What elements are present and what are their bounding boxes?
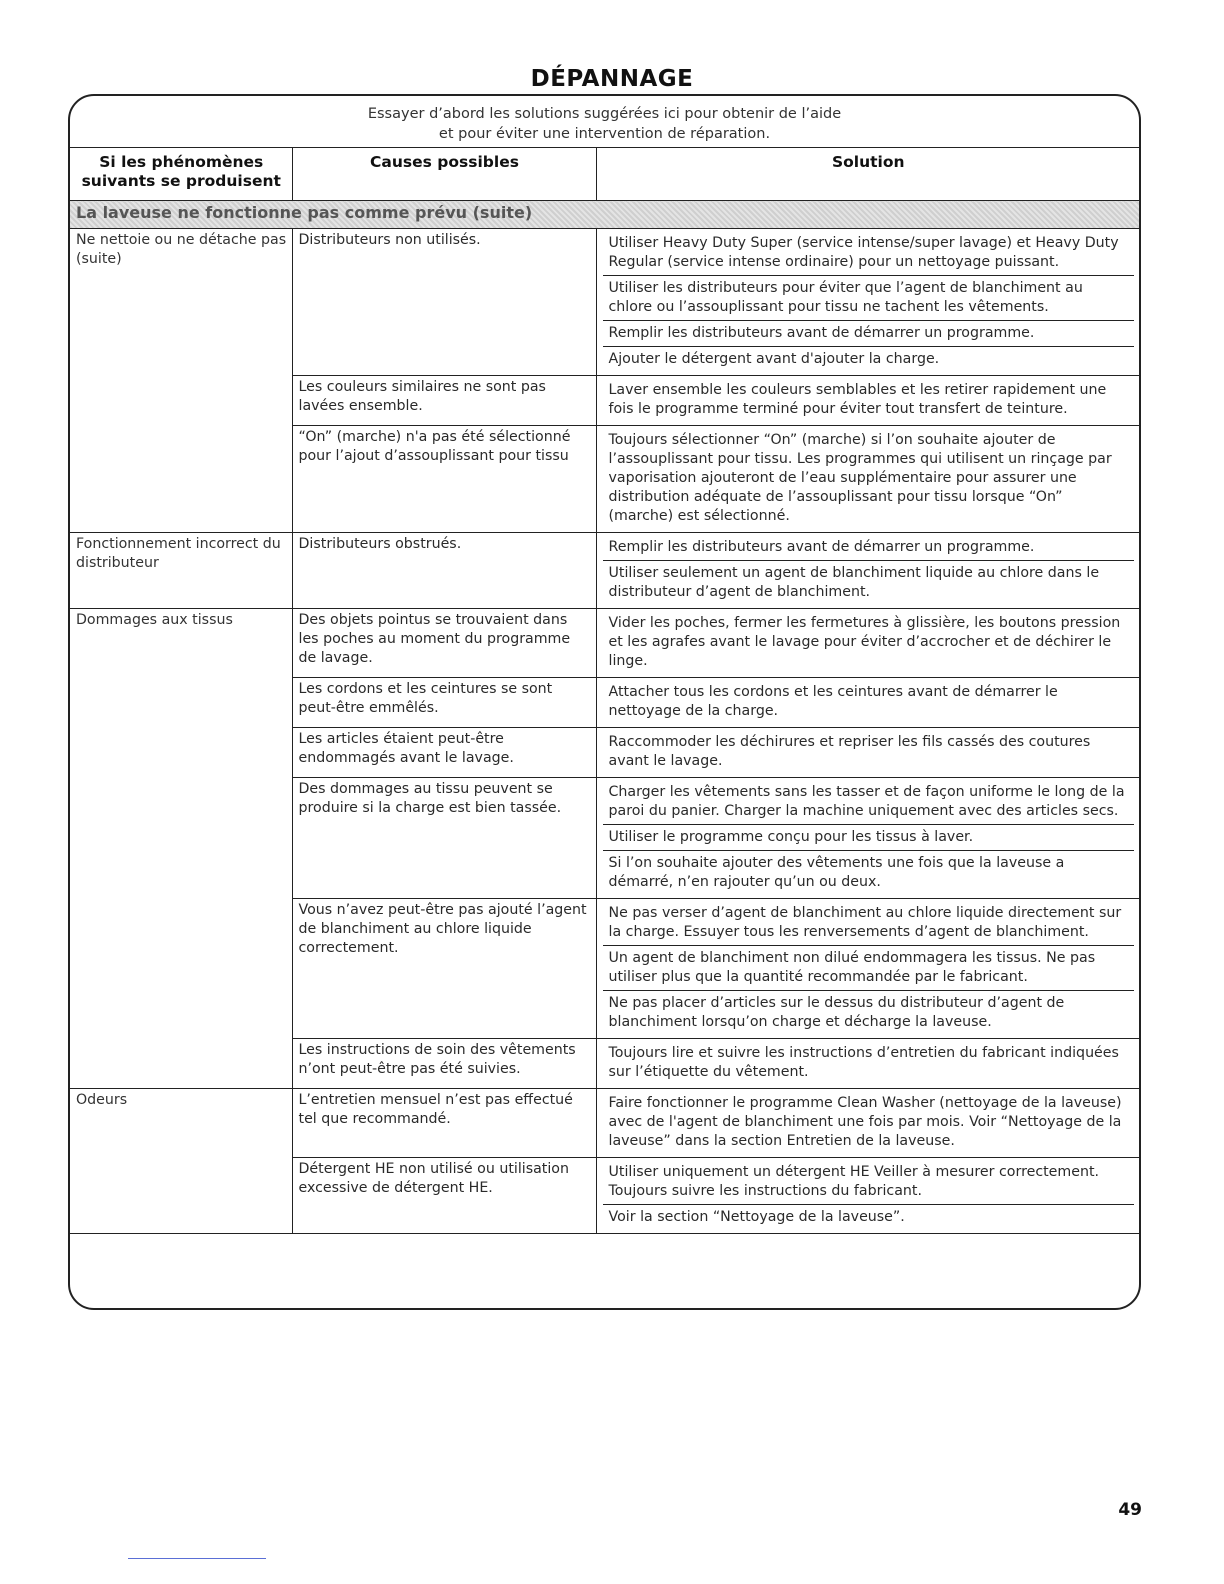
cause-cell: Les articles étaient peut-être endommagés avant le lavage. <box>292 728 596 778</box>
header-symptom: Si les phénomènes suivants se produisent <box>70 148 292 201</box>
solution-item: Ajouter le détergent avant d'ajouter la charge. <box>608 351 940 367</box>
solution-item: Toujours sélectionner “On” (marche) si l’on souhaite ajouter de l’assouplissant pour tissu. Les programmes qui utilisent un rinçage par vaporisation ajouteront de l’eau supplémentaire pour assurer une distribution adéquate de l’assouplissant pour tissu lorsque “On” (marche) est sélectionné. <box>608 432 1112 524</box>
solution-item: Charger les vêtements sans les tasser et de façon uniforme le long de la paroi du panier. Charger la machine uniquement avec des articles secs. <box>603 780 1135 825</box>
solution-item: Ne pas placer d’articles sur le dessus du distributeur d’agent de blanchiment lorsqu’on charge et décharge la laveuse. <box>608 995 1065 1030</box>
cause-cell: Vous n’avez peut-être pas ajouté l’agent de blanchiment au chlore liquide correctement. <box>292 899 596 1039</box>
solution-item: Utiliser les distributeurs pour éviter que l’agent de blanchiment au chlore ou l’assouplissant pour tissu ne tachent les vêtements. <box>603 276 1135 321</box>
solution-cell <box>596 778 1139 899</box>
cause-cell: Les instructions de soin des vêtements n’ont peut-être pas été suivies. <box>292 1039 596 1089</box>
cause-cell: Distributeurs obstrués. <box>292 533 596 609</box>
solution-item: Utiliser seulement un agent de blanchiment liquide au chlore dans le distributeur d’agent de blanchiment. <box>608 565 1100 600</box>
table-row <box>70 1089 1139 1158</box>
solution-item: Faire fonctionner le programme Clean Washer (nettoyage de la laveuse) avec de l'agent de blanchiment une fois par mois. Voir “Nettoyage de la laveuse” dans la section Entretien de la laveuse. <box>608 1095 1122 1149</box>
solution-item: Utiliser Heavy Duty Super (service intense/super lavage) et Heavy Duty Regular (service intense ordinaire) pour un nettoyage puissant. <box>603 231 1135 276</box>
cause-cell: L’entretien mensuel n’est pas effectué tel que recommandé. <box>292 1089 596 1158</box>
table-row <box>70 229 1139 376</box>
solution-cell <box>596 1089 1139 1158</box>
symptom-cell: Dommages aux tissus <box>70 609 292 1089</box>
table-header-row <box>70 148 1139 201</box>
troubleshooting-table <box>70 147 1139 1234</box>
solution-item: Raccommoder les déchirures et repriser les fils cassés des coutures avant le lavage. <box>608 734 1091 769</box>
symptom-cell: Ne nettoie ou ne détache pas (suite) <box>70 229 292 533</box>
page-title: DÉPANNAGE <box>530 66 694 92</box>
solution-item: Voir la section “Nettoyage de la laveuse”. <box>608 1209 905 1225</box>
cause-cell: Détergent HE non utilisé ou utilisation excessive de détergent HE. <box>292 1158 596 1234</box>
solution-cell <box>596 678 1139 728</box>
solution-item: Un agent de blanchiment non dilué endommagera les tissus. Ne pas utiliser plus que la quantité recommandée par le fabricant. <box>603 946 1135 991</box>
symptom-cell: Odeurs <box>70 1089 292 1234</box>
footer-divider <box>128 1558 266 1559</box>
table-row <box>70 609 1139 678</box>
intro-line-2: et pour éviter une intervention de réparation. <box>438 126 771 142</box>
solution-item: Si l’on souhaite ajouter des vêtements une fois que la laveuse a démarré, n’en rajouter qu’un ou deux. <box>608 855 1065 890</box>
solution-cell <box>596 609 1139 678</box>
header-solution: Solution <box>596 148 1139 201</box>
solution-cell <box>596 229 1139 376</box>
solution-cell <box>596 1039 1139 1089</box>
cause-cell: Des dommages au tissu peuvent se produire si la charge est bien tassée. <box>292 778 596 899</box>
section-header-row <box>70 201 1139 229</box>
solution-item: Utiliser uniquement un détergent HE Veiller à mesurer correctement. Toujours suivre les instructions du fabricant. <box>603 1160 1135 1205</box>
solution-item: Toujours lire et suivre les instructions d’entretien du fabricant indiquées sur l’étiquette du vêtement. <box>608 1045 1119 1080</box>
solution-item: Ne pas verser d’agent de blanchiment au chlore liquide directement sur la charge. Essuyer tous les renversements d’agent de blanchiment. <box>603 901 1135 946</box>
solution-cell <box>596 533 1139 609</box>
table-row <box>70 533 1139 609</box>
solution-item: Laver ensemble les couleurs semblables et les retirer rapidement une fois le programme terminé pour éviter tout transfert de teinture. <box>608 382 1107 417</box>
cause-cell: Les cordons et les ceintures se sont peut-être emmêlés. <box>292 678 596 728</box>
cause-cell: Les couleurs similaires ne sont pas lavées ensemble. <box>292 376 596 426</box>
intro-line-1: Essayer d’abord les solutions suggérées ici pour obtenir de l’aide <box>367 106 842 122</box>
solution-item: Utiliser le programme conçu pour les tissus à laver. <box>603 825 1135 851</box>
symptom-cell: Fonctionnement incorrect du distributeur <box>70 533 292 609</box>
solution-cell <box>596 1158 1139 1234</box>
solution-cell <box>596 899 1139 1039</box>
troubleshooting-panel <box>68 94 1141 1310</box>
solution-item: Remplir les distributeurs avant de démarrer un programme. <box>603 321 1135 347</box>
solution-item: Vider les poches, fermer les fermetures à glissière, les boutons pression et les agrafes avant le lavage pour éviter d’accrocher et de déchirer le linge. <box>608 615 1121 669</box>
solution-cell <box>596 728 1139 778</box>
section-title: La laveuse ne fonctionne pas comme prévu (suite) <box>70 201 1139 229</box>
solution-cell <box>596 426 1139 533</box>
page-number: 49 <box>1118 1500 1142 1520</box>
cause-cell: Des objets pointus se trouvaient dans les poches au moment du programme de lavage. <box>292 609 596 678</box>
intro-text <box>70 104 1139 144</box>
header-causes: Causes possibles <box>292 148 596 201</box>
cause-cell: “On” (marche) n'a pas été sélectionné pour l’ajout d’assouplissant pour tissu <box>292 426 596 533</box>
solution-item: Remplir les distributeurs avant de démarrer un programme. <box>603 535 1135 561</box>
solution-item: Attacher tous les cordons et les ceintures avant de démarrer le nettoyage de la charge. <box>608 684 1058 719</box>
cause-cell: Distributeurs non utilisés. <box>292 229 596 376</box>
solution-cell <box>596 376 1139 426</box>
